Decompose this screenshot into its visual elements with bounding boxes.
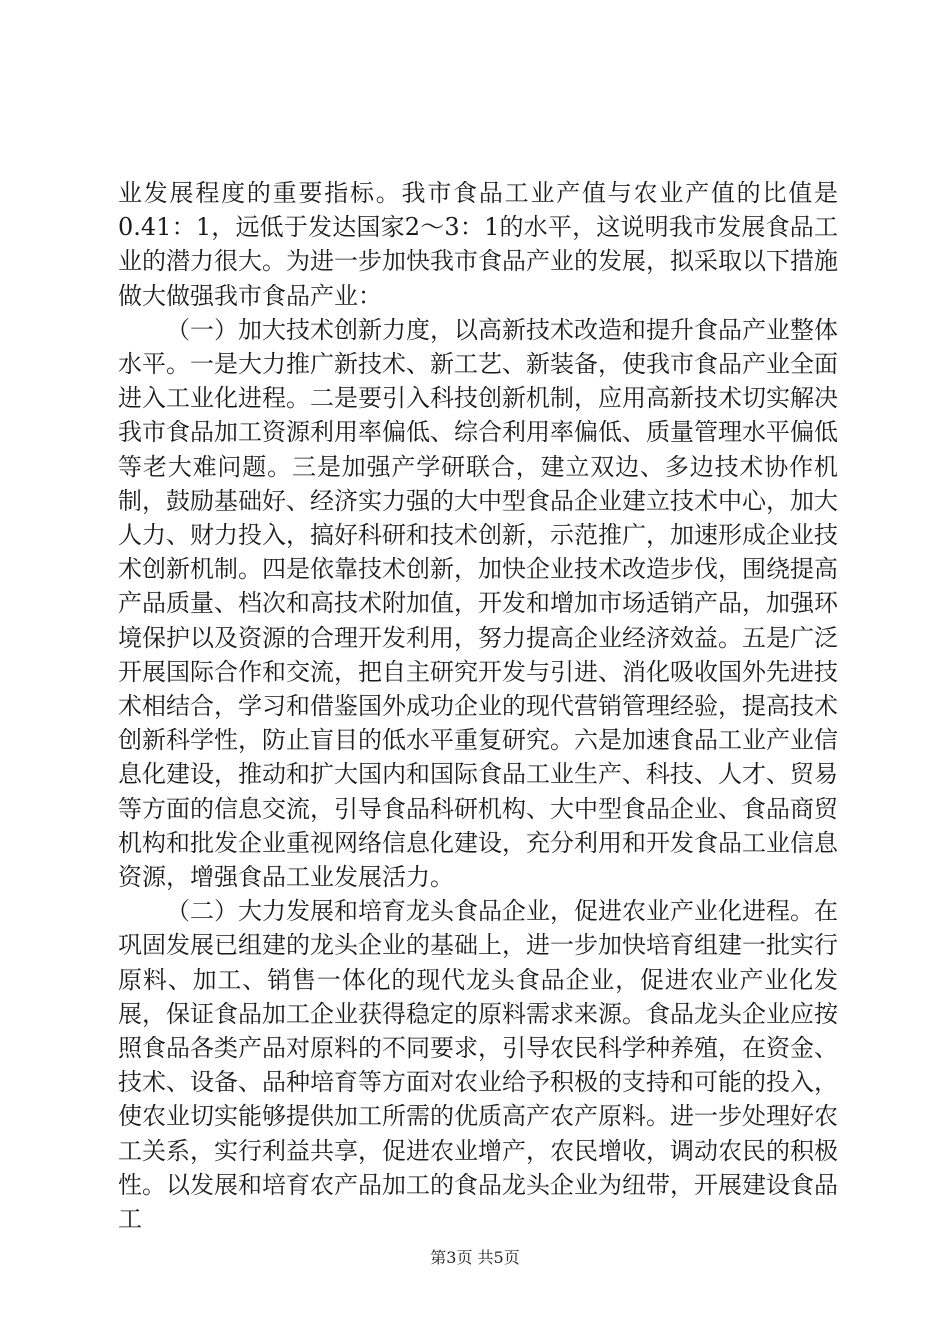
page-number-footer: 第3页 共5页 bbox=[430, 1248, 520, 1267]
paragraph-intro: 业发展程度的重要指标。我市食品工业产值与农业产值的比值是0.41：1，远低于发达国家2～3：1的水平，这说明我市发展食品工业的潜力很大。为进一步加快我市食品产业的发展，拟采取以下措施做大做强我市食品产业： bbox=[118, 179, 838, 310]
paragraph-section-two: （二）大力发展和培育龙头食品企业，促进农业产业化进程。在巩固发展已组建的龙头企业的基础上，进一步加快培育组建一批实行原料、加工、销售一体化的现代龙头食品企业，促进农业产业化发展，保证食品加工企业获得稳定的原料需求来源。食品龙头企业应按照食品各类产品对原料的不同要求，引导农民科学种养殖，在资金、技术、设备、品种培育等方面对农业给予积极的支持和可能的投入，使农业切实能够提供加工所需的优质高产农产原料。进一步处理好农工关系，实行利益共享，促进农业增产，农民增收，调动农民的积极性。以发展和培育农产品加工的食品龙头企业为纽带，开展建设食品工 bbox=[118, 897, 838, 1234]
paragraph-section-one: （一）加大技术创新力度，以高新技术改造和提升食品产业整体水平。一是大力推广新技术、新工艺、新装备，使我市食品产业全面进入工业化进程。二是要引入科技创新机制，应用高新技术切实解决我市食品加工资源利用率偏低、综合利用率偏低、质量管理水平偏低等老大难问题。三是加强产学研联合，建立双边、多边技术协作机制，鼓励基础好、经济实力强的大中型食品企业建立技术中心，加大人力、财力投入，搞好科研和技术创新，示范推广，加速形成企业技术创新机制。四是依靠技术创新，加快企业技术改造步伐，围绕提高产品质量、档次和高技术附加值，开发和增加市场适销产品，加强环境保护以及资源的合理开发利用，努力提高企业经济效益。五是广泛开展国际合作和交流，把自主研究开发与引进、消化吸收国外先进技术相结合，学习和借鉴国外成功企业的现代营销管理经验，提高技术创新科学性，防止盲目的低水平重复研究。六是加速食品工业产业信息化建设，推动和扩大国内和国际食品工业生产、科技、人才、贸易等方面的信息交流，引导食品科研机构、大中型食品企业、食品商贸机构和批发企业重视网络信息化建设，充分利用和开发食品工业信息资源，增强食品工业发展活力。 bbox=[118, 315, 838, 892]
document-body bbox=[118, 176, 838, 1236]
